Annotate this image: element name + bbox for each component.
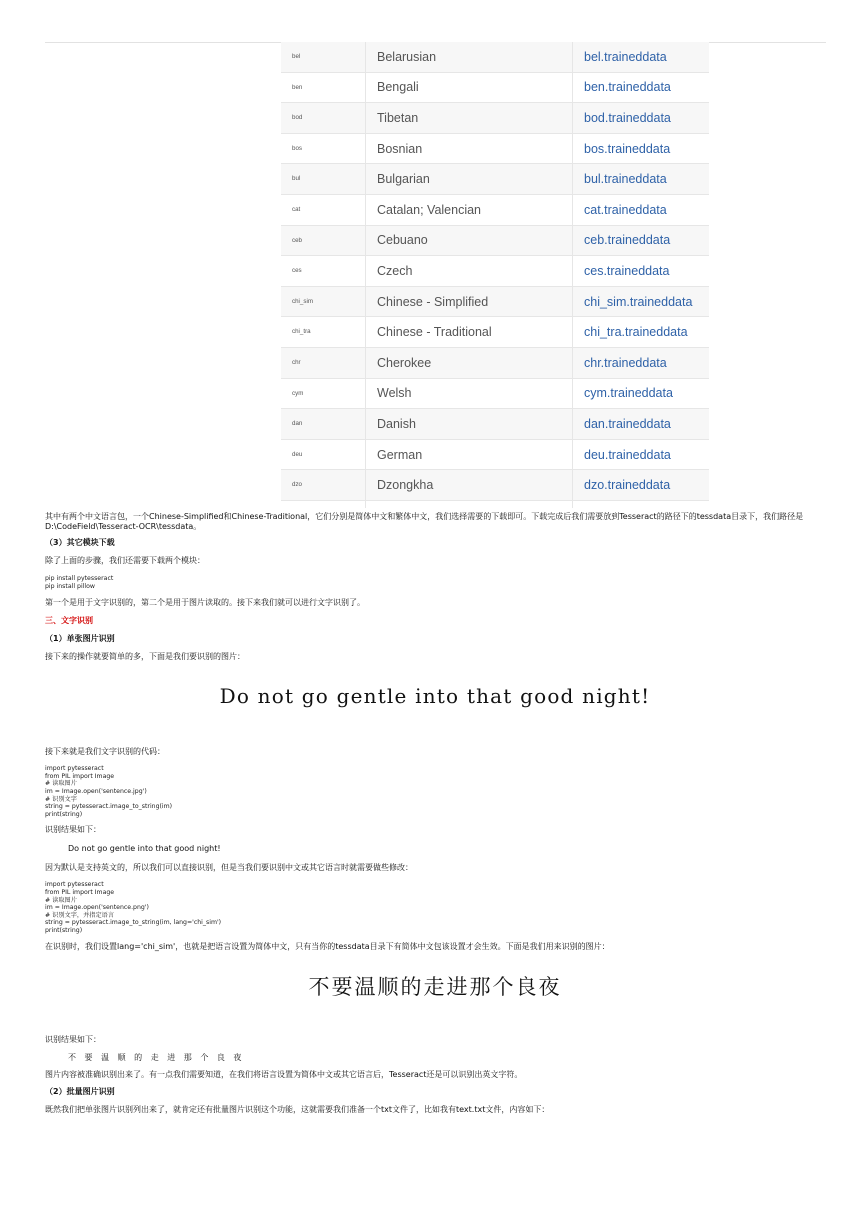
- traineddata-link[interactable]: bul.traineddata: [573, 164, 710, 195]
- language-name-cell: Catalan; Valencian: [366, 194, 573, 225]
- table-row: [281, 409, 709, 440]
- result-text-1: Do not go gentle into that good night!: [68, 844, 221, 854]
- language-name-cell: Belarusian: [366, 42, 573, 72]
- traineddata-link[interactable]: ceb.traineddata: [573, 225, 710, 256]
- language-code-cell: dan: [281, 409, 366, 440]
- traineddata-link[interactable]: ces.traineddata: [573, 256, 710, 287]
- language-name-cell: Bulgarian: [366, 164, 573, 195]
- chinese-sample-text: 不要温顺的走进那个良夜: [308, 974, 562, 999]
- table-row: [281, 164, 709, 195]
- traineddata-link[interactable]: deu.traineddata: [573, 439, 710, 470]
- table-row: [281, 470, 709, 501]
- language-code-cell: cat: [281, 194, 366, 225]
- language-code-cell: bod: [281, 103, 366, 134]
- language-name-cell: Tibetan: [366, 103, 573, 134]
- language-code-cell: dzo: [281, 470, 366, 501]
- ocr-chinese-code-block: import pytesseract from PIL import Image # 读取图片 im = Image.open('sentence.png') # 识别文字，并指定语言 string = pytesseract.image_to_string(im, lang='chi_sim') print(string): [45, 881, 222, 934]
- language-name-cell: Chinese - Simplified: [366, 286, 573, 317]
- intro-paragraph: 其中有两个中文语言包，一个Chinese-Simplified和Chinese-Traditional，它们分别是简体中文和繁体中文，我们选择需要的下载即可。下载完成后我们需要放到Tesseract的路径下的tessdata目录下，我们路径是D:\CodeField\Tesseract-OCR\tessdata。: [45, 512, 804, 531]
- traineddata-link[interactable]: cym.traineddata: [573, 378, 710, 409]
- table-row: [281, 225, 709, 256]
- language-name-cell: Chinese - Traditional: [366, 317, 573, 348]
- modules-heading: （3）其它模块下载: [45, 538, 115, 547]
- language-name-cell: Czech: [366, 256, 573, 287]
- table-row: [281, 194, 709, 225]
- traineddata-link[interactable]: ben.traineddata: [573, 72, 710, 103]
- batch-heading: （2）批量图片识别: [45, 1086, 115, 1096]
- modules-paragraph-2: 第一个是用于文字识别的，第二个是用于图片读取的。接下来我们就可以进行文字识别了。: [45, 598, 365, 608]
- lang-setting-paragraph: 在识别时，我们设置lang='chi_sim'，也就是把语言设置为简体中文，只有当你的tessdata目录下有简体中文包该设置才会生效。下面是我们用来识别的图片：: [45, 941, 610, 951]
- language-table-body: [281, 42, 709, 508]
- single-image-paragraph: 接下来的操作就要简单的多，下面是我们要识别的图片：: [45, 652, 245, 662]
- english-sample-image: [45, 684, 825, 719]
- chinese-sample-image: [45, 974, 825, 1012]
- language-code-cell: chi_tra: [281, 317, 366, 348]
- language-code-cell: chr: [281, 347, 366, 378]
- language-code-cell: [281, 500, 366, 508]
- result-label-1: 识别结果如下：: [45, 825, 101, 835]
- language-name-cell: Dzongkha: [366, 470, 573, 501]
- language-code-cell: bul: [281, 164, 366, 195]
- pip-code-block: pip install pytesseract pip install pillow: [45, 575, 114, 590]
- table-row: [281, 286, 709, 317]
- traineddata-link[interactable]: dzo.traineddata: [573, 470, 710, 501]
- language-code-cell: cym: [281, 378, 366, 409]
- table-row: [281, 500, 709, 508]
- language-name-cell: German: [366, 439, 573, 470]
- language-name-cell: Welsh: [366, 378, 573, 409]
- traineddata-link[interactable]: bod.traineddata: [573, 103, 710, 134]
- table-row: [281, 256, 709, 287]
- table-row: [281, 378, 709, 409]
- modules-paragraph: 除了上面的步骤，我们还需要下载两个模块：: [45, 556, 205, 565]
- language-table: [281, 42, 709, 508]
- language-name-cell: Danish: [366, 409, 573, 440]
- table-row: [281, 72, 709, 103]
- table-row: [281, 103, 709, 134]
- traineddata-link[interactable]: chr.traineddata: [573, 347, 710, 378]
- result-text-2: 不 要 温 顺 的 走 进 那 个 良 夜: [68, 1052, 245, 1062]
- result-label-2: 识别结果如下：: [45, 1034, 101, 1044]
- language-table-clip: [0, 0, 868, 508]
- traineddata-link[interactable]: [573, 500, 710, 508]
- language-code-cell: bos: [281, 133, 366, 164]
- language-name-cell: Cebuano: [366, 225, 573, 256]
- article-body: [45, 512, 825, 1115]
- table-row: [281, 317, 709, 348]
- language-code-cell: deu: [281, 439, 366, 470]
- table-row: [281, 42, 709, 72]
- table-row: [281, 439, 709, 470]
- language-code-cell: chi_sim: [281, 286, 366, 317]
- traineddata-link[interactable]: dan.traineddata: [573, 409, 710, 440]
- single-image-heading: （1）单张图片识别: [45, 634, 115, 644]
- traineddata-link[interactable]: chi_tra.traineddata: [573, 317, 710, 348]
- traineddata-link[interactable]: cat.traineddata: [573, 194, 710, 225]
- traineddata-link[interactable]: chi_sim.traineddata: [573, 286, 710, 317]
- language-code-cell: bel: [281, 42, 366, 72]
- english-sample-text: Do not go gentle into that good night!: [219, 684, 651, 709]
- language-name-cell: [366, 500, 573, 508]
- language-name-cell: Bosnian: [366, 133, 573, 164]
- table-row: [281, 133, 709, 164]
- note-paragraph: 图片内容被准确识别出来了。有一点我们需要知道，在我们将语言设置为简体中文或其它语言后，Tesseract还是可以识别出英文字符。: [45, 1069, 523, 1079]
- table-row: [281, 347, 709, 378]
- language-code-cell: ceb: [281, 225, 366, 256]
- traineddata-link[interactable]: bos.traineddata: [573, 133, 710, 164]
- chinese-paragraph: 因为默认是支持英文的，所以我们可以直接识别，但是当我们要识别中文或其它语言时就需要做些修改：: [45, 863, 413, 873]
- section3-heading: 三、文字识别: [45, 616, 93, 626]
- language-name-cell: Bengali: [366, 72, 573, 103]
- code-intro-paragraph: 接下来就是我们文字识别的代码：: [45, 747, 165, 757]
- language-code-cell: ces: [281, 256, 366, 287]
- traineddata-link[interactable]: bel.traineddata: [573, 42, 710, 72]
- language-name-cell: Cherokee: [366, 347, 573, 378]
- batch-paragraph: 既然我们把单张图片识别列出来了，就肯定还有批量图片识别这个功能，这就需要我们准备一个txt文件了，比如我有text.txt文件，内容如下：: [45, 1104, 550, 1114]
- language-code-cell: ben: [281, 72, 366, 103]
- ocr-code-block: import pytesseract from PIL import Image # 读取图片 im = Image.open('sentence.jpg') # 识别文字 string = pytesseract.image_to_string(im) print(string): [45, 765, 173, 818]
